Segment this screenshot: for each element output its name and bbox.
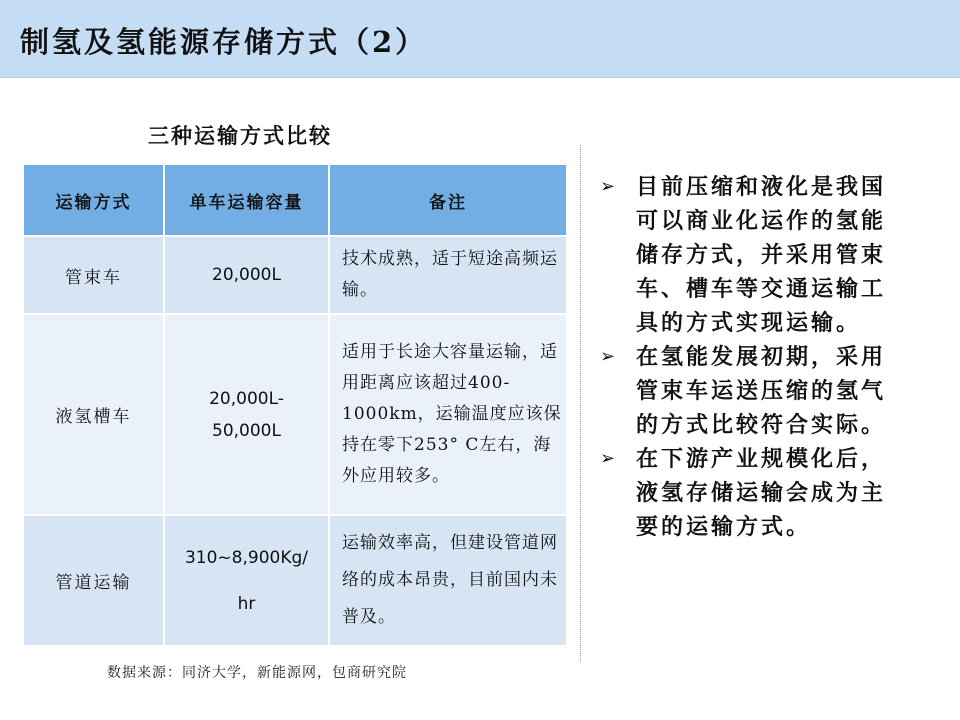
cell-note: 运输效率高，但建设管道网络的成本昂贵，目前国内未普及。 (329, 515, 567, 646)
column-header-note: 备注 (329, 164, 567, 236)
bullet-item (598, 340, 908, 442)
cell-method: 液氢槽车 (23, 314, 164, 515)
arrow-bullet-icon: ➢ (600, 176, 619, 197)
cell-note: 适用于长途大容量运输，适用距离应该超过400-1000km，运输温度应该保持在零下253° C左右，海外应用较多。 (329, 314, 567, 515)
arrow-bullet-icon: ➢ (600, 346, 619, 367)
column-header-method: 运输方式 (23, 164, 164, 236)
table-row (23, 236, 567, 314)
capacity-line: 50,000L (212, 420, 281, 441)
table-row (23, 515, 567, 646)
bullet-item (598, 442, 908, 544)
bullet-text: 在氢能发展初期，采用管束车运送压缩的氢气的方式比较符合实际。 (636, 344, 887, 438)
capacity-line: hr (237, 593, 256, 614)
title-band (0, 0, 960, 78)
dotted-divider (580, 145, 581, 662)
cell-capacity (164, 515, 329, 646)
table-header-row (23, 164, 567, 236)
comparison-table (22, 163, 568, 647)
bullet-text: 在下游产业规模化后，液氢存储运输会成为主要的运输方式。 (636, 446, 887, 540)
cell-method: 管道运输 (23, 515, 164, 646)
bullet-list (598, 170, 908, 544)
capacity-line: 20,000L (212, 265, 281, 285)
capacity-line: 310~8,900Kg/ (184, 547, 309, 568)
bullet-item (598, 170, 908, 340)
cell-note: 技术成熟，适于短途高频运输。 (329, 236, 567, 314)
table-row (23, 314, 567, 515)
bullet-text: 目前压缩和液化是我国可以商业化运作的氢能储存方式，并采用管束车、槽车等交通运输工具的方式实现运输。 (636, 174, 887, 336)
cell-method: 管束车 (23, 236, 164, 314)
arrow-bullet-icon: ➢ (600, 448, 619, 469)
data-source-note: 数据来源：同济大学，新能源网，包商研究院 (107, 665, 407, 681)
page-title: 制氢及氢能源存储方式（2） (20, 25, 428, 59)
column-header-capacity: 单车运输容量 (164, 164, 329, 236)
cell-capacity (164, 314, 329, 515)
table-title: 三种运输方式比较 (148, 123, 332, 148)
capacity-line: 20,000L- (209, 388, 284, 409)
cell-capacity (164, 236, 329, 314)
